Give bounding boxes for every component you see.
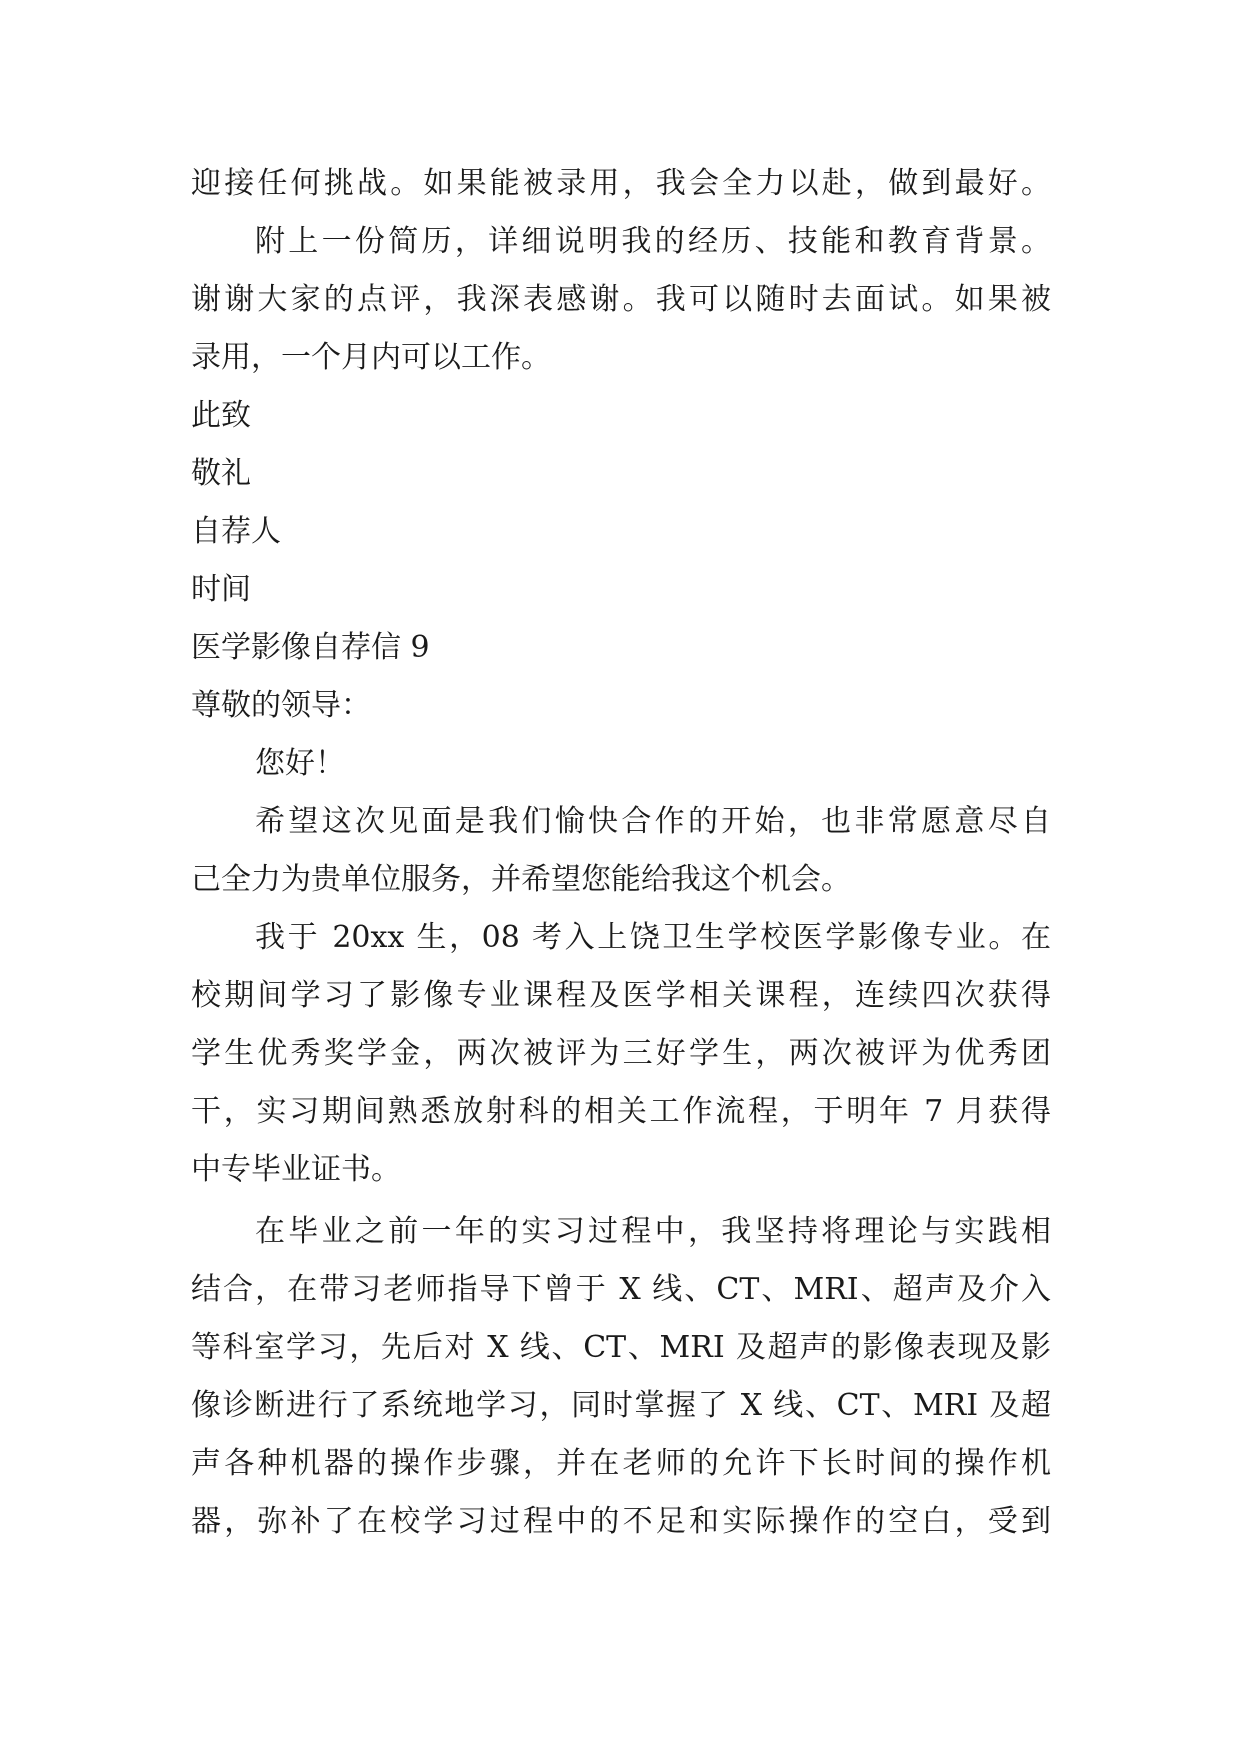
text-line: 迎接任何挑战。如果能被录用，我会全力以赴，做到最好。	[191, 166, 1051, 201]
text-line: 谢谢大家的点评，我深表感谢。我可以随时去面试。如果被	[191, 282, 1051, 317]
text-line: 在毕业之前一年的实习过程中，我坚持将理论与实践相	[255, 1214, 1051, 1249]
closing-line: 敬礼	[191, 456, 251, 491]
section-title: 医学影像自荐信 9	[191, 630, 430, 665]
text-line: 录用，一个月内可以工作。	[191, 340, 551, 375]
letter-body	[191, 155, 1051, 1551]
text-line: 学生优秀奖学金，两次被评为三好学生，两次被评为优秀团	[191, 1036, 1051, 1071]
text-line: 像诊断进行了系统地学习，同时掌握了 X 线、CT、MRI 及超	[191, 1388, 1051, 1423]
signature-label: 自荐人	[191, 514, 281, 549]
text-line: 等科室学习，先后对 X 线、CT、MRI 及超声的影像表现及影	[191, 1330, 1051, 1365]
salutation: 尊敬的领导：	[191, 688, 371, 723]
greeting: 您好！	[255, 746, 345, 781]
text-line: 我于 20xx 生，08 考入上饶卫生学校医学影像专业。在	[255, 920, 1051, 955]
closing-line: 此致	[191, 398, 251, 433]
text-line: 校期间学习了影像专业课程及医学相关课程，连续四次获得	[191, 978, 1051, 1013]
text-line: 中专毕业证书。	[191, 1152, 401, 1187]
text-line: 器，弥补了在校学习过程中的不足和实际操作的空白，受到	[191, 1504, 1051, 1539]
text-line: 附上一份简历，详细说明我的经历、技能和教育背景。	[255, 224, 1051, 259]
text-line: 声各种机器的操作步骤，并在老师的允许下长时间的操作机	[191, 1446, 1051, 1481]
text-line: 干，实习期间熟悉放射科的相关工作流程，于明年 7 月获得	[191, 1094, 1051, 1129]
date-label: 时间	[191, 572, 251, 607]
text-line: 希望这次见面是我们愉快合作的开始，也非常愿意尽自	[255, 804, 1051, 839]
text-line: 结合，在带习老师指导下曾于 X 线、CT、MRI、超声及介入	[191, 1272, 1051, 1307]
text-line: 己全力为贵单位服务，并希望您能给我这个机会。	[191, 862, 851, 897]
